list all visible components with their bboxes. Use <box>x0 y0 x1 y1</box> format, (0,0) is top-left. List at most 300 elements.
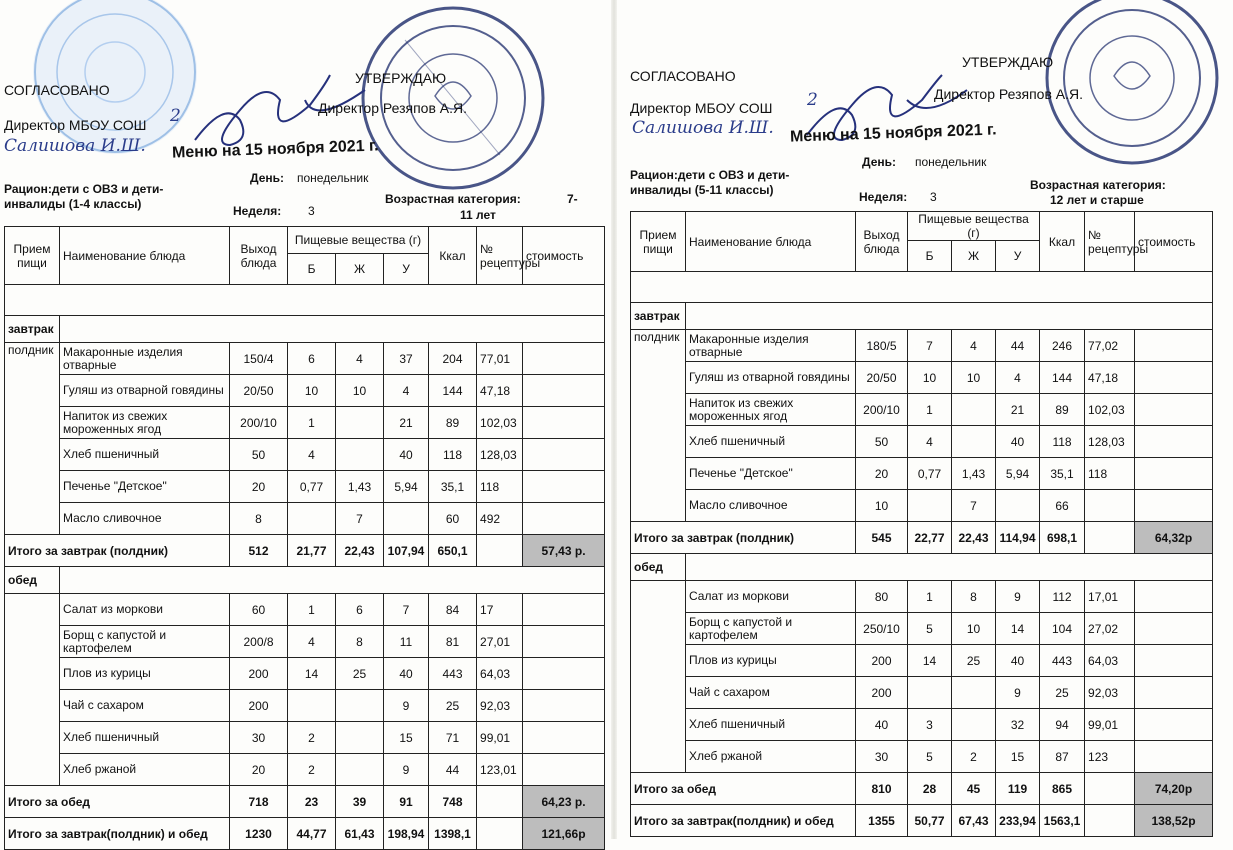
dish-name: Хлеб пшеничный <box>686 709 856 741</box>
dish-u: 40 <box>384 658 429 690</box>
dish-zh: 2 <box>952 741 996 773</box>
dish-recipe: 64,03 <box>1085 645 1135 677</box>
total-label: Итого за завтрак (полдник) <box>631 522 856 554</box>
dish-zh: 1,43 <box>336 471 384 503</box>
total-kcal: 1563,1 <box>1040 805 1085 837</box>
dish-cost <box>1135 581 1213 613</box>
table-row <box>631 709 1213 741</box>
dish-kcal: 89 <box>1040 394 1085 426</box>
dish-zh: 1,43 <box>952 458 996 490</box>
dish-cost <box>1135 394 1213 426</box>
dish-name: Борщ с капустой и картофелем <box>686 613 856 645</box>
total-recipe <box>1085 773 1135 805</box>
snack-label: полдник <box>631 330 686 522</box>
dish-cost <box>523 722 605 754</box>
menu-table <box>630 211 1213 837</box>
table-row <box>5 594 605 626</box>
dish-zh: 6 <box>336 594 384 626</box>
total-recipe <box>1085 805 1135 837</box>
dish-zh <box>336 690 384 722</box>
week-label: Неделя: <box>233 204 282 218</box>
dish-cost <box>1135 613 1213 645</box>
dish-kcal: 118 <box>1040 426 1085 458</box>
dish-u: 5,94 <box>996 458 1040 490</box>
dish-cost <box>523 754 605 786</box>
dish-recipe: 17 <box>477 594 523 626</box>
dish-zh <box>336 722 384 754</box>
total-cost: 64,23 р. <box>523 786 605 818</box>
dish-kcal: 84 <box>429 594 477 626</box>
dish-cost <box>523 594 605 626</box>
header-yield: Выход блюда <box>856 212 908 272</box>
dish-yield: 8 <box>230 503 288 535</box>
dish-recipe: 99,01 <box>1085 709 1135 741</box>
dish-kcal: 87 <box>1040 741 1085 773</box>
dish-name: Масло сливочное <box>686 490 856 522</box>
total-b: 28 <box>908 773 952 805</box>
week-value: 3 <box>308 204 315 218</box>
total-recipe <box>477 535 523 567</box>
breakfast-label: завтрак <box>5 316 60 343</box>
header-recipe: № рецептуры <box>477 227 523 285</box>
dish-zh: 25 <box>336 658 384 690</box>
dish-name: Борщ с капустой и картофелем <box>60 626 230 658</box>
dish-zh: 7 <box>336 503 384 535</box>
dish-yield: 30 <box>230 722 288 754</box>
table-row <box>5 503 605 535</box>
table-row <box>5 471 605 503</box>
dish-yield: 40 <box>856 709 908 741</box>
left-menu-sheet <box>0 0 606 839</box>
dish-yield: 200/8 <box>230 626 288 658</box>
dish-cost <box>523 503 605 535</box>
dish-kcal: 89 <box>429 407 477 439</box>
dish-u: 14 <box>996 613 1040 645</box>
breakfast-total-row <box>5 535 605 567</box>
dish-cost <box>1135 741 1213 773</box>
table-row <box>631 490 1213 522</box>
dish-yield: 200/10 <box>856 394 908 426</box>
right-menu-sheet <box>622 0 1222 839</box>
total-u: 198,94 <box>384 818 429 850</box>
dish-recipe: 492 <box>477 503 523 535</box>
dish-u: 9 <box>996 581 1040 613</box>
header-dish: Наименование блюда <box>686 212 856 272</box>
dish-cost <box>1135 490 1213 522</box>
table-row <box>631 394 1213 426</box>
total-u: 114,94 <box>996 522 1040 554</box>
page-fold <box>611 0 617 839</box>
dish-recipe: 118 <box>477 471 523 503</box>
dish-recipe: 77,02 <box>1085 330 1135 362</box>
dish-kcal: 204 <box>429 343 477 375</box>
dish-yield: 200 <box>230 690 288 722</box>
lunch-label: обед <box>631 554 686 581</box>
dish-b: 4 <box>288 626 336 658</box>
dish-u: 37 <box>384 343 429 375</box>
dish-name: Масло сливочное <box>60 503 230 535</box>
header-cost: стоимость <box>523 227 605 285</box>
dish-name: Салат из моркови <box>686 581 856 613</box>
spacer-cell <box>60 567 605 594</box>
dish-yield: 20/50 <box>230 375 288 407</box>
dish-cost <box>1135 362 1213 394</box>
table-row <box>631 330 1213 362</box>
breakfast-label: завтрак <box>631 303 686 330</box>
dish-recipe: 118 <box>1085 458 1135 490</box>
dish-kcal: 60 <box>429 503 477 535</box>
dish-kcal: 44 <box>429 754 477 786</box>
dish-cost <box>1135 426 1213 458</box>
dish-cost <box>1135 458 1213 490</box>
dish-b: 4 <box>288 439 336 471</box>
dish-kcal: 71 <box>429 722 477 754</box>
dish-recipe: 27,01 <box>477 626 523 658</box>
spacer-row <box>5 285 605 316</box>
dish-cost <box>1135 330 1213 362</box>
approve-label: УТВЕРЖДАЮ <box>355 70 447 86</box>
grand-total-row <box>5 818 605 850</box>
ration-line1: Рацион:дети с ОВЗ и дети- <box>4 182 164 196</box>
dish-yield: 50 <box>856 426 908 458</box>
day-value: понедельник <box>915 155 987 169</box>
total-cost: 121,66р <box>523 818 605 850</box>
dish-cost <box>1135 677 1213 709</box>
dish-yield: 50 <box>230 439 288 471</box>
age-line1: Возрастная категория: <box>1030 178 1166 192</box>
dish-cost <box>1135 709 1213 741</box>
dish-kcal: 81 <box>429 626 477 658</box>
agreed-handwriting: Салишова И.Ш. <box>632 118 774 138</box>
dish-name: Хлеб пшеничный <box>60 722 230 754</box>
dish-u: 9 <box>384 690 429 722</box>
total-yield: 1230 <box>230 818 288 850</box>
total-yield: 1355 <box>856 805 908 837</box>
lunch-label: обед <box>5 567 60 594</box>
dish-zh <box>336 754 384 786</box>
dish-b: 2 <box>288 754 336 786</box>
total-u: 233,94 <box>996 805 1040 837</box>
dish-recipe: 123,01 <box>477 754 523 786</box>
dish-recipe: 27,02 <box>1085 613 1135 645</box>
total-zh: 61,43 <box>336 818 384 850</box>
total-kcal: 748 <box>429 786 477 818</box>
dish-yield: 180/5 <box>856 330 908 362</box>
dish-b: 10 <box>908 362 952 394</box>
table-row <box>5 343 605 375</box>
total-kcal: 650,1 <box>429 535 477 567</box>
total-yield: 718 <box>230 786 288 818</box>
lunch-side-cell <box>5 594 60 786</box>
dish-u: 15 <box>996 741 1040 773</box>
total-cost: 74,20р <box>1135 773 1213 805</box>
dish-b: 10 <box>288 375 336 407</box>
header-nutrients: Пищевые вещества (г) <box>288 227 429 254</box>
grand-total-row <box>631 805 1213 837</box>
dish-kcal: 35,1 <box>429 471 477 503</box>
spacer-cell <box>60 316 605 343</box>
dish-yield: 20 <box>230 471 288 503</box>
dish-name: Хлеб пшеничный <box>686 426 856 458</box>
dish-zh: 10 <box>336 375 384 407</box>
dish-b: 0,77 <box>288 471 336 503</box>
total-yield: 810 <box>856 773 908 805</box>
total-u: 107,94 <box>384 535 429 567</box>
dish-b: 0,77 <box>908 458 952 490</box>
dish-u: 15 <box>384 722 429 754</box>
total-b: 22,77 <box>908 522 952 554</box>
spacer-cell <box>686 303 1213 330</box>
header-u: У <box>996 241 1040 272</box>
table-row <box>631 458 1213 490</box>
header-recipe: № рецептуры <box>1085 212 1135 272</box>
dish-yield: 80 <box>856 581 908 613</box>
breakfast-total-row <box>631 522 1213 554</box>
header-meal: Прием пищи <box>631 212 686 272</box>
dish-recipe: 102,03 <box>477 407 523 439</box>
ration-line1: Рацион:дети с ОВЗ и дети- <box>630 168 790 182</box>
dish-kcal: 118 <box>429 439 477 471</box>
table-row <box>631 645 1213 677</box>
total-label: Итого за завтрак(полдник) и обед <box>5 818 230 850</box>
dish-u: 40 <box>996 645 1040 677</box>
agreed-label: СОГЛАСОВАНО <box>4 82 110 98</box>
dish-zh: 8 <box>952 581 996 613</box>
dish-b: 1 <box>288 407 336 439</box>
dish-name: Макаронные изделия отварные <box>686 330 856 362</box>
dish-yield: 250/10 <box>856 613 908 645</box>
dish-yield: 20 <box>856 458 908 490</box>
dish-kcal: 246 <box>1040 330 1085 362</box>
table-row <box>5 722 605 754</box>
dish-kcal: 443 <box>1040 645 1085 677</box>
header-cost: стоимость <box>1135 212 1213 272</box>
dish-recipe: 128,03 <box>477 439 523 471</box>
dish-b: 6 <box>288 343 336 375</box>
dish-name: Печенье "Детское" <box>60 471 230 503</box>
dish-zh <box>952 394 996 426</box>
total-zh: 22,43 <box>336 535 384 567</box>
header-u: У <box>384 254 429 285</box>
total-label: Итого за обед <box>5 786 230 818</box>
dish-cost <box>523 375 605 407</box>
spacer-row <box>631 272 1213 303</box>
total-u: 91 <box>384 786 429 818</box>
dish-name: Салат из моркови <box>60 594 230 626</box>
dish-cost <box>523 471 605 503</box>
dish-zh <box>336 407 384 439</box>
dish-name: Хлеб пшеничный <box>60 439 230 471</box>
dish-zh <box>336 439 384 471</box>
dish-recipe: 102,03 <box>1085 394 1135 426</box>
dish-u: 40 <box>996 426 1040 458</box>
dish-recipe: 47,18 <box>1085 362 1135 394</box>
total-cost: 138,52р <box>1135 805 1213 837</box>
approve-role: Директор Резяпов А.Я. <box>318 100 467 116</box>
dish-recipe: 17,01 <box>1085 581 1135 613</box>
dish-u: 4 <box>384 375 429 407</box>
lunch-total-row <box>5 786 605 818</box>
age-line2: 12 лет и старше <box>1050 193 1144 207</box>
table-row <box>631 741 1213 773</box>
dish-u: 7 <box>384 594 429 626</box>
day-value: понедельник <box>297 171 369 185</box>
dish-yield: 150/4 <box>230 343 288 375</box>
agreed-mark: 2 <box>807 90 818 110</box>
dish-cost <box>523 343 605 375</box>
total-yield: 545 <box>856 522 908 554</box>
dish-name: Плов из курицы <box>60 658 230 690</box>
dish-recipe: 92,03 <box>477 690 523 722</box>
dish-zh: 4 <box>952 330 996 362</box>
total-b: 23 <box>288 786 336 818</box>
header-kcal: Ккал <box>1040 212 1085 272</box>
dish-yield: 60 <box>230 594 288 626</box>
total-zh: 67,43 <box>952 805 996 837</box>
header-zh: Ж <box>952 241 996 272</box>
dish-name: Плов из курицы <box>686 645 856 677</box>
dish-cost <box>523 439 605 471</box>
dish-yield: 200 <box>230 658 288 690</box>
table-row <box>631 581 1213 613</box>
header-meal: Прием пищи <box>5 227 60 285</box>
dish-b: 1 <box>908 581 952 613</box>
dish-u: 5,94 <box>384 471 429 503</box>
total-recipe <box>477 786 523 818</box>
dish-name: Хлеб ржаной <box>60 754 230 786</box>
dish-b <box>288 503 336 535</box>
dish-kcal: 104 <box>1040 613 1085 645</box>
dish-yield: 200 <box>856 645 908 677</box>
dish-kcal: 35,1 <box>1040 458 1085 490</box>
header-kcal: Ккал <box>429 227 477 285</box>
agreed-role: Директор МБОУ СОШ <box>630 100 773 116</box>
agreed-label: СОГЛАСОВАНО <box>630 68 736 84</box>
dish-yield: 200 <box>856 677 908 709</box>
dish-yield: 20/50 <box>856 362 908 394</box>
total-b: 21,77 <box>288 535 336 567</box>
dish-u: 44 <box>996 330 1040 362</box>
dish-b <box>908 677 952 709</box>
table-row <box>5 658 605 690</box>
total-zh: 45 <box>952 773 996 805</box>
day-label: День: <box>250 171 284 185</box>
total-kcal: 1398,1 <box>429 818 477 850</box>
dish-b: 1 <box>288 594 336 626</box>
dish-zh: 10 <box>952 362 996 394</box>
dish-u: 9 <box>384 754 429 786</box>
dish-name: Печенье "Детское" <box>686 458 856 490</box>
total-b: 50,77 <box>908 805 952 837</box>
total-label: Итого за завтрак(полдник) и обед <box>631 805 856 837</box>
dish-name: Чай с сахаром <box>60 690 230 722</box>
dish-recipe: 47,18 <box>477 375 523 407</box>
dish-b: 14 <box>288 658 336 690</box>
header-nutrients: Пищевые вещества (г) <box>908 212 1040 241</box>
dish-zh: 7 <box>952 490 996 522</box>
total-yield: 512 <box>230 535 288 567</box>
table-row <box>631 426 1213 458</box>
header-yield: Выход блюда <box>230 227 288 285</box>
dish-name: Гуляш из отварной говядины <box>60 375 230 407</box>
dish-b: 7 <box>908 330 952 362</box>
table-row <box>631 362 1213 394</box>
dish-u: 11 <box>384 626 429 658</box>
dish-u: 4 <box>996 362 1040 394</box>
dish-b: 1 <box>908 394 952 426</box>
dish-zh <box>952 426 996 458</box>
dish-cost <box>523 626 605 658</box>
total-cost: 64,32р <box>1135 522 1213 554</box>
dish-b: 2 <box>288 722 336 754</box>
dish-u <box>384 503 429 535</box>
age-range-start: 7- <box>567 192 578 206</box>
dish-kcal: 66 <box>1040 490 1085 522</box>
dish-b: 3 <box>908 709 952 741</box>
dish-zh: 10 <box>952 613 996 645</box>
agreed-handwriting: Салишова И.Ш. <box>4 136 146 156</box>
week-label: Неделя: <box>859 190 908 204</box>
dish-zh <box>952 677 996 709</box>
dish-yield: 200/10 <box>230 407 288 439</box>
dish-recipe: 128,03 <box>1085 426 1135 458</box>
dish-zh: 4 <box>336 343 384 375</box>
approve-label: УТВЕРЖДАЮ <box>962 54 1054 70</box>
dish-name: Макаронные изделия отварные <box>60 343 230 375</box>
dish-name: Гуляш из отварной говядины <box>686 362 856 394</box>
dish-kcal: 94 <box>1040 709 1085 741</box>
menu-title: Меню на 15 ноября 2021 г. <box>171 137 379 162</box>
dish-recipe: 99,01 <box>477 722 523 754</box>
dish-recipe: 77,01 <box>477 343 523 375</box>
total-zh: 39 <box>336 786 384 818</box>
dish-u: 40 <box>384 439 429 471</box>
dish-b: 14 <box>908 645 952 677</box>
header-b: Б <box>908 241 952 272</box>
total-zh: 22,43 <box>952 522 996 554</box>
dish-u: 21 <box>996 394 1040 426</box>
header-b: Б <box>288 254 336 285</box>
total-cost: 57,43 р. <box>523 535 605 567</box>
table-row <box>5 375 605 407</box>
dish-b: 5 <box>908 741 952 773</box>
total-recipe <box>1085 522 1135 554</box>
dish-name: Напиток из свежих мороженных ягод <box>686 394 856 426</box>
dish-kcal: 144 <box>1040 362 1085 394</box>
dish-yield: 30 <box>856 741 908 773</box>
dish-cost <box>1135 645 1213 677</box>
table-row <box>5 690 605 722</box>
week-value: 3 <box>930 190 937 204</box>
header-zh: Ж <box>336 254 384 285</box>
dish-kcal: 112 <box>1040 581 1085 613</box>
dish-zh <box>952 709 996 741</box>
dish-recipe: 92,03 <box>1085 677 1135 709</box>
spacer-cell <box>686 554 1213 581</box>
menu-table <box>4 226 605 850</box>
total-label: Итого за завтрак (полдник) <box>5 535 230 567</box>
dish-u: 21 <box>384 407 429 439</box>
dish-kcal: 144 <box>429 375 477 407</box>
dish-recipe: 123 <box>1085 741 1135 773</box>
table-row <box>631 613 1213 645</box>
dish-u: 9 <box>996 677 1040 709</box>
lunch-side-cell <box>631 581 686 773</box>
dish-b: 4 <box>908 426 952 458</box>
dish-cost <box>523 690 605 722</box>
dish-u <box>996 490 1040 522</box>
dish-b: 5 <box>908 613 952 645</box>
